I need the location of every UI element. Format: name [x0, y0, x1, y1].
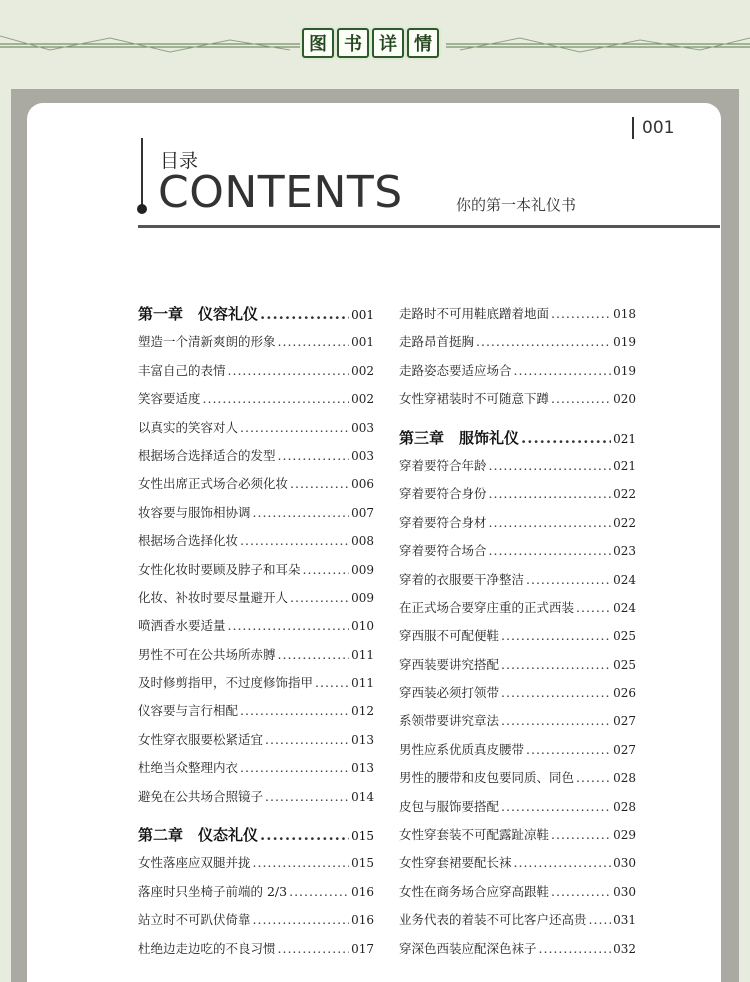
heading-cn: 目录 [160, 150, 199, 172]
toc-entry [399, 357, 636, 385]
toc-entry-title: 女性穿裙装时不可随意下蹲 [399, 391, 550, 407]
toc-entry-title: 杜绝边走边吃的不良习惯 [138, 940, 276, 956]
toc-entry-page: 031 [613, 913, 636, 928]
toc-entry-page: 019 [613, 363, 636, 378]
toc-entry-title: 女性出席正式场合必须化妆 [138, 476, 289, 492]
toc-entry-page: 023 [613, 544, 636, 559]
toc-entry-page: 001 [351, 335, 374, 350]
toc-entry-title: 穿西服不可配便鞋 [399, 628, 500, 644]
toc-entry-page: 001 [351, 308, 374, 322]
toc-leader-dots [551, 878, 611, 906]
toc-entry-page: 010 [351, 619, 374, 634]
toc-entry-title: 女性穿衣服要松紧适宜 [138, 731, 264, 747]
toc-entry-title: 避免在公共场合照镜子 [138, 788, 264, 804]
toc-entry [138, 754, 374, 782]
toc-entry-title: 穿着要符合场合 [399, 543, 487, 559]
heading-bar [141, 138, 143, 208]
toc-entry [399, 821, 636, 849]
toc-entry-title: 穿西装必须打领带 [399, 685, 500, 701]
toc-entry-title: 走路昂首挺胸 [399, 334, 475, 350]
toc-entry-title: 穿西装要讲究搭配 [399, 656, 500, 672]
toc-entry-page: 016 [351, 884, 374, 899]
toc-entry [138, 328, 374, 356]
toc-entry-title: 塑造一个清新爽朗的形象 [138, 334, 276, 350]
toc-entry [138, 470, 374, 498]
toc-entry [399, 509, 636, 537]
toc-entry-page: 030 [613, 884, 636, 899]
toc-leader-dots [240, 414, 349, 442]
toc-entry-title: 女性化妆时要顾及脖子和耳朵 [138, 561, 301, 577]
toc-entry-page: 002 [351, 363, 374, 378]
toc-leader-dots [253, 849, 350, 877]
toc-entry [399, 300, 636, 328]
banner-char: 详 [372, 28, 404, 58]
toc-entry-page: 002 [351, 392, 374, 407]
toc-entry-title: 喷洒香水要适量 [138, 618, 226, 634]
toc-entry-title: 站立时不可趴伏倚靠 [138, 912, 251, 928]
toc-entry-page: 022 [613, 487, 636, 502]
toc-entry-title: 根据场合选择化妆 [138, 533, 239, 549]
toc-entry-title: 女性穿套装不可配露趾凉鞋 [399, 827, 550, 843]
toc-leader-dots [278, 935, 350, 963]
toc-entry [399, 452, 636, 480]
toc-leader-dots [521, 424, 611, 452]
toc-entry-page: 030 [613, 856, 636, 871]
toc-entry-title: 笑容要适度 [138, 391, 201, 407]
toc-entry [399, 935, 636, 963]
toc-leader-dots [253, 906, 350, 934]
toc-leader-dots [489, 480, 612, 508]
toc-entry-page: 014 [351, 789, 374, 804]
toc-entry-page: 013 [351, 761, 374, 776]
toc-entry [138, 584, 374, 612]
heading-dot [137, 204, 147, 214]
toc-entry-page: 028 [613, 771, 636, 786]
toc-leader-dots [514, 357, 612, 385]
toc-leader-dots [576, 594, 611, 622]
toc-entry-page: 015 [351, 829, 374, 844]
toc-chapter [138, 300, 374, 328]
toc-entry-page: 027 [613, 742, 636, 757]
toc-entry-title: 女性穿套裙要配长袜 [399, 855, 512, 871]
toc-entry [399, 622, 636, 650]
toc-entry [399, 878, 636, 906]
toc-entry-title: 第三章 服饰礼仪 [399, 428, 520, 447]
toc-chapter [138, 821, 374, 849]
toc-leader-dots [576, 764, 611, 792]
heading-en: CONTENTS [158, 167, 403, 218]
toc-entry [399, 385, 636, 413]
toc-entry-title: 穿深色西装应配深色袜子 [399, 940, 537, 956]
toc-leader-dots [265, 726, 349, 754]
toc-leader-dots [253, 499, 350, 527]
page-banner [0, 0, 750, 80]
toc-entry-page: 008 [351, 534, 374, 549]
toc-leader-dots [260, 821, 349, 849]
toc-entry [399, 679, 636, 707]
toc-entry-page: 021 [613, 458, 636, 473]
toc-entry [138, 641, 374, 669]
toc-entry-title: 以真实的笑容对人 [138, 419, 239, 435]
toc-leader-dots [539, 935, 612, 963]
toc-entry-page: 011 [351, 647, 374, 662]
toc-entry-page: 012 [351, 704, 374, 719]
toc-entry-title: 根据场合选择适合的发型 [138, 447, 276, 463]
toc-entry [138, 669, 374, 697]
toc-entry-title: 穿着要符合年龄 [399, 457, 487, 473]
toc-entry-page: 026 [613, 686, 636, 701]
toc-entry-page: 018 [613, 307, 636, 321]
toc-entry-page: 015 [351, 856, 374, 871]
toc-entry-title: 皮包与服饰要搭配 [399, 798, 500, 814]
toc-leader-dots [514, 849, 612, 877]
toc-right-column [399, 300, 636, 963]
toc-entry-title: 男性不可在公共场所赤膊 [138, 646, 276, 662]
toc-entry [399, 537, 636, 565]
toc-entry-title: 杜绝当众整理内衣 [138, 760, 239, 776]
toc-leader-dots [501, 651, 611, 679]
toc-entry [399, 707, 636, 735]
toc-leader-dots [240, 527, 349, 555]
toc-entry [138, 556, 374, 584]
toc-leader-dots [489, 452, 612, 480]
toc-entry-title: 化妆、补妆时要尽量避开人 [138, 589, 289, 605]
toc-entry-page: 016 [351, 913, 374, 928]
toc-leader-dots [290, 470, 349, 498]
toc-leader-dots [489, 509, 612, 537]
toc-entry [138, 783, 374, 811]
toc-entry [399, 651, 636, 679]
toc-entry-page: 009 [351, 590, 374, 605]
toc-entry [399, 849, 636, 877]
toc-leader-dots [290, 584, 349, 612]
toc-entry [138, 878, 374, 906]
toc-entry [138, 726, 374, 754]
toc-entry [138, 442, 374, 470]
toc-leader-dots [228, 357, 350, 385]
toc-entry-title: 穿着要符合身份 [399, 486, 487, 502]
toc-entry-title: 业务代表的着装不可比客户还高贵 [399, 912, 587, 928]
banner-char: 情 [407, 28, 439, 58]
toc-leader-dots [489, 537, 612, 565]
toc-leader-dots [501, 707, 611, 735]
toc-entry-title: 男性应系优质真皮腰带 [399, 741, 525, 757]
toc-entry [138, 935, 374, 963]
toc-entry-title: 系领带要讲究章法 [399, 713, 500, 729]
toc-entry-page: 025 [613, 657, 636, 672]
toc-leader-dots [526, 566, 611, 594]
toc-entry-page: 009 [351, 562, 374, 577]
toc-entry-page: 003 [351, 420, 374, 435]
toc-leader-dots [501, 793, 611, 821]
toc-leader-dots [240, 697, 349, 725]
toc-entry-page: 024 [613, 600, 636, 615]
toc-entry [399, 328, 636, 356]
toc-entry-page: 006 [351, 477, 374, 492]
toc-entry-page: 003 [351, 448, 374, 463]
toc-entry-page: 020 [613, 392, 636, 407]
toc-entry [399, 480, 636, 508]
toc-leader-dots [228, 612, 350, 640]
toc-entry [138, 612, 374, 640]
toc-entry-title: 走路姿态要适应场合 [399, 362, 512, 378]
toc-leader-dots [203, 385, 350, 413]
toc-entry [138, 499, 374, 527]
toc-entry [399, 736, 636, 764]
toc-leader-dots [501, 679, 611, 707]
toc-entry [138, 527, 374, 555]
toc-entry-title: 第二章 仪态礼仪 [138, 826, 259, 845]
toc-entry-page: 017 [351, 941, 374, 956]
toc-entry-page: 007 [351, 505, 374, 520]
toc-leader-dots [278, 328, 350, 356]
toc-leader-dots [526, 736, 611, 764]
toc-entry-page: 032 [613, 941, 636, 956]
toc-entry-title: 第一章 仪容礼仪 [138, 305, 259, 323]
toc-entry-title: 穿着的衣服要干净整洁 [399, 571, 525, 587]
toc-entry-page: 019 [613, 335, 636, 350]
toc-entry [138, 414, 374, 442]
toc-entry-page: 029 [613, 828, 636, 843]
toc-entry-page: 024 [613, 572, 636, 587]
toc-leader-dots [303, 556, 350, 584]
toc-leader-dots [278, 442, 350, 470]
toc-entry-title: 及时修剪指甲，不过度修饰指甲 [138, 675, 314, 691]
banner-title [302, 28, 439, 58]
toc-entry-title: 在正式场合要穿庄重的正式西装 [399, 599, 575, 615]
toc-chapter [399, 424, 636, 452]
toc-leader-dots [260, 300, 349, 328]
toc-entry-title: 男性的腰带和皮包要同质、同色 [399, 770, 575, 786]
book-subtitle: 你的第一本礼仪书 [456, 196, 577, 214]
banner-char: 书 [337, 28, 369, 58]
toc-entry [399, 793, 636, 821]
toc-entry [399, 566, 636, 594]
toc-entry-page: 028 [613, 799, 636, 814]
toc-entry-title: 落座时只坐椅子前端的 2/3 [138, 883, 288, 899]
toc-entry [399, 906, 636, 934]
toc-entry-page: 013 [351, 732, 374, 747]
toc-entry [138, 385, 374, 413]
toc-entry-page: 022 [613, 515, 636, 530]
toc-entry-page: 025 [613, 629, 636, 644]
toc-leader-dots [551, 385, 611, 413]
toc-leader-dots [551, 821, 611, 849]
toc-entry-title: 女性在商务场合应穿高跟鞋 [399, 883, 550, 899]
toc-entry [399, 764, 636, 792]
toc-leader-dots [240, 754, 349, 782]
toc-leader-dots [265, 783, 349, 811]
page-number: 001 [632, 117, 674, 139]
toc-left-column [138, 300, 374, 963]
toc-leader-dots [589, 906, 612, 934]
toc-entry [138, 906, 374, 934]
toc-entry-title: 丰富自己的表情 [138, 362, 226, 378]
toc-entry-title: 妆容要与服饰相协调 [138, 504, 251, 520]
toc-entry-title: 仪容要与言行相配 [138, 703, 239, 719]
toc-entry [138, 849, 374, 877]
toc-entry-title: 走路时不可用鞋底蹭着地面 [399, 306, 550, 321]
toc-leader-dots [289, 878, 349, 906]
toc-entry-title: 女性落座应双腿并拢 [138, 855, 251, 871]
toc-entry [138, 357, 374, 385]
toc-leader-dots [501, 622, 611, 650]
toc-leader-dots [476, 328, 611, 356]
heading-rule [138, 225, 720, 228]
toc-entry-title: 穿着要符合身材 [399, 514, 487, 530]
toc-leader-dots [278, 641, 350, 669]
banner-char: 图 [302, 28, 334, 58]
toc-leader-dots [315, 669, 349, 697]
toc-leader-dots [551, 300, 611, 328]
toc-entry [138, 697, 374, 725]
toc-entry-page: 021 [613, 431, 636, 446]
toc-entry [399, 594, 636, 622]
toc-entry-page: 011 [351, 676, 374, 691]
toc-entry-page: 027 [613, 714, 636, 729]
